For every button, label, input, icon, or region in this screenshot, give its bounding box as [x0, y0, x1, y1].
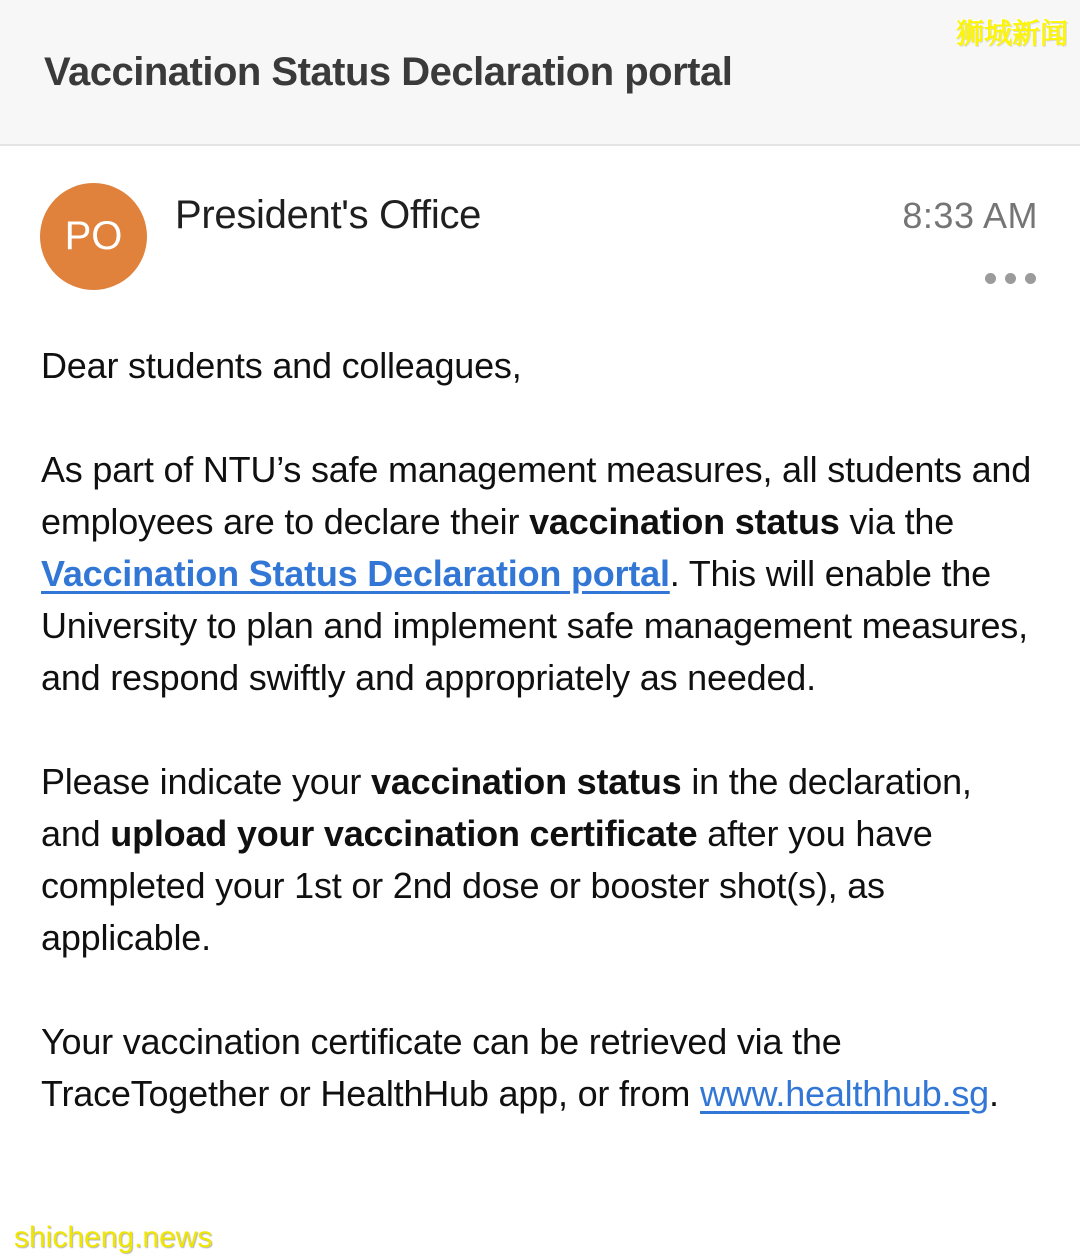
email-body	[0, 340, 1080, 1120]
body-text: via the	[839, 501, 955, 542]
watermark-top-right: 狮城新闻	[955, 18, 1068, 49]
body-text: As part of NTU’s safe management measures, all students and employees are to declare their	[41, 449, 1032, 542]
message-meta	[902, 183, 1038, 288]
sender-row	[0, 146, 1080, 290]
body-text: Your vaccination certificate can be retrieved via the TraceTogether or HealthHub app, or from	[41, 1021, 842, 1114]
email-content	[0, 146, 1080, 1120]
timestamp: 8:33 AM	[902, 195, 1038, 236]
body-text-bold: upload your vaccination certificate	[110, 813, 698, 854]
ellipsis-dot	[985, 273, 996, 284]
more-options-button[interactable]	[983, 269, 1038, 288]
body-text: Please indicate your	[41, 761, 371, 802]
watermark-bottom-left: shicheng.news	[14, 1221, 213, 1254]
healthhub-link[interactable]: www.healthhub.sg	[700, 1073, 989, 1114]
page-title: Vaccination Status Declaration portal	[44, 49, 733, 94]
paragraph-greeting	[41, 340, 1040, 392]
subject-bar	[0, 0, 1080, 146]
body-text-bold: vaccination status	[371, 761, 682, 802]
sender-name: President's Office	[175, 193, 482, 237]
sender-avatar[interactable]	[40, 183, 147, 290]
paragraph-retrieve	[41, 1016, 1040, 1120]
ellipsis-dot	[1025, 273, 1036, 284]
body-text: Dear students and colleagues,	[41, 345, 522, 386]
paragraph-upload	[41, 756, 1040, 964]
paragraph-declare	[41, 444, 1040, 704]
body-text-bold: vaccination status	[529, 501, 840, 542]
body-text: . This will enable the University to plan and implement safe management measures, and respond swiftly and appropriately as needed.	[41, 553, 1028, 698]
ellipsis-dot	[1005, 273, 1016, 284]
body-text: in the declaration, and	[41, 761, 972, 854]
body-text: after you have completed your 1st or 2nd dose or booster shot(s), as applicable.	[41, 813, 933, 958]
vaccination-portal-link[interactable]: Vaccination Status Declaration portal	[41, 553, 670, 594]
avatar-initials: PO	[64, 214, 123, 258]
body-text: .	[988, 1073, 999, 1114]
